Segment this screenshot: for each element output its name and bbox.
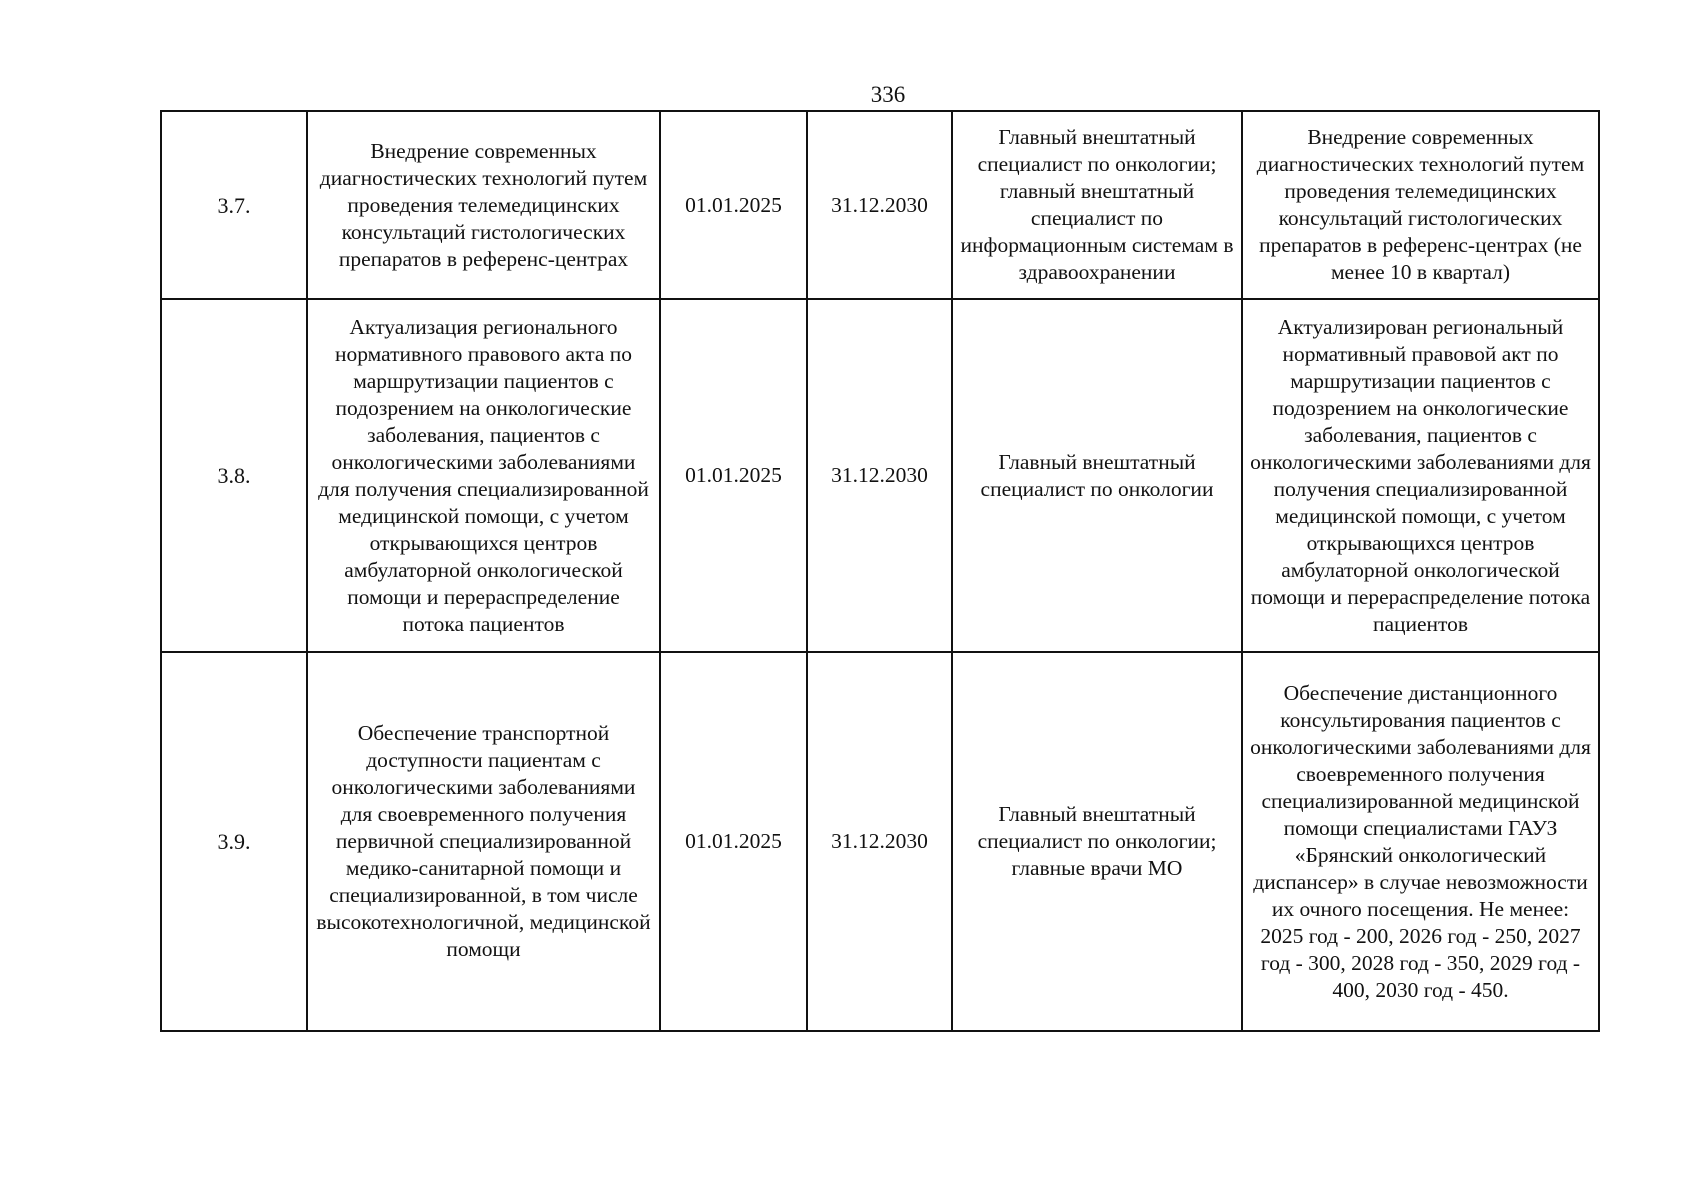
start-date-cell: 01.01.2025 — [660, 111, 807, 299]
row-number-cell: 3.8. — [161, 299, 307, 652]
end-date-cell: 31.12.2030 — [807, 299, 952, 652]
result-cell: Внедрение современных диагностических технологий путем проведения телемедицинских консультаций гистологических препаратов в референс-центрах (не менее 10 в квартал) — [1242, 111, 1599, 299]
measure-cell: Актуализация регионального нормативного правового акта по маршрутизации пациентов с подозрением на онкологические заболевания, пациентов с онкологическими заболеваниями для получения специализированной медицинской помощи, с учетом открывающихся центров амбулаторной онкологической помощи и перераспределение потока пациентов — [307, 299, 660, 652]
table-row — [161, 299, 1599, 652]
table-row — [161, 111, 1599, 299]
responsible-cell: Главный внештатный специалист по онкологии — [952, 299, 1242, 652]
row-number-cell: 3.7. — [161, 111, 307, 299]
responsible-cell: Главный внештатный специалист по онкологии; главный внештатный специалист по информационным системам в здравоохранении — [952, 111, 1242, 299]
row-number-cell: 3.9. — [161, 652, 307, 1031]
measure-cell: Внедрение современных диагностических технологий путем проведения телемедицинских консультаций гистологических препаратов в референс-центрах — [307, 111, 660, 299]
start-date-cell: 01.01.2025 — [660, 299, 807, 652]
end-date-cell: 31.12.2030 — [807, 652, 952, 1031]
result-cell: Актуализирован региональный нормативный правовой акт по маршрутизации пациентов с подозрением на онкологические заболевания, пациентов с онкологическими заболеваниями для получения специализированной медицинской помощи, с учетом открывающихся центров амбулаторной онкологической помощи и перераспределение потока пациентов — [1242, 299, 1599, 652]
start-date-cell: 01.01.2025 — [660, 652, 807, 1031]
table-row — [161, 652, 1599, 1031]
responsible-cell: Главный внештатный специалист по онкологии; главные врачи МО — [952, 652, 1242, 1031]
end-date-cell: 31.12.2030 — [807, 111, 952, 299]
page-number: 336 — [870, 82, 906, 107]
measure-cell: Обеспечение транспортной доступности пациентам с онкологическими заболеваниями для своевременного получения первичной специализированной медико-санитарной помощи и специализированной, в том числе высокотехнологичной, медицинской помощи — [307, 652, 660, 1031]
result-cell: Обеспечение дистанционного консультирования пациентов с онкологическими заболеваниями для своевременного получения специализированной медицинской помощи специалистами ГАУЗ «Брянский онкологический диспансер» в случае невозможности их очного посещения. Не менее: 2025 год - 200, 2026 год - 250, 2027 год - 300, 2028 год - 350, 2029 год - 400, 2030 год - 450. — [1242, 652, 1599, 1031]
measures-table — [160, 110, 1600, 1032]
